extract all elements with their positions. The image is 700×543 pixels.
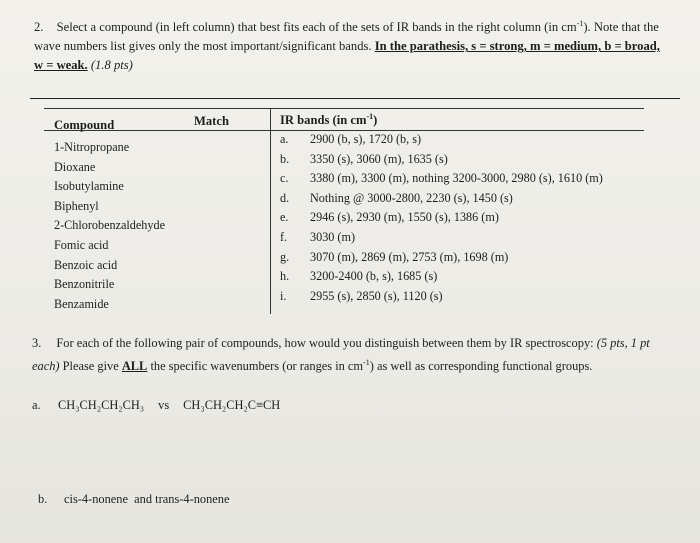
compound-item: Benzonitrile: [54, 277, 115, 292]
ir-band-row: d. Nothing @ 3000-2800, 2230 (s), 1450 (s): [280, 190, 513, 205]
question-3-text-a: For each of the following pair of compounds, how would you distinguish between them by IR spectroscopy:: [56, 336, 594, 350]
ir-band-row: h. 3200-2400 (b, s), 1685 (s): [280, 269, 438, 284]
table-top-border: [44, 108, 644, 109]
compound-item: 2-Chlorobenzaldehyde: [54, 218, 166, 233]
question-3b-text: cis-4-nonene and trans-4-nonene: [64, 492, 230, 506]
table-column-divider: [270, 108, 271, 314]
ir-band-row: i. 2955 (s), 2850 (s), 1120 (s): [280, 288, 443, 303]
question-3a-vs: vs: [158, 398, 170, 412]
ir-band-row: c. 3380 (m), 3300 (m), nothing 3200-3000, 2980 (s), 1610 (m): [280, 171, 603, 186]
question-3: [32, 334, 672, 376]
ir-band-row: b. 3350 (s), 3060 (m), 1635 (s): [280, 151, 448, 166]
question-2-points: (1.8 pts): [90, 58, 133, 73]
question-3-superscript: -1: [363, 358, 370, 367]
header-match: Match: [194, 114, 229, 128]
ir-band-row: e. 2946 (s), 2930 (m), 1550 (s), 1386 (m): [280, 210, 499, 225]
header-ir-bands: IR bands (in $cm^{-1}$): [280, 112, 378, 128]
header-compound: Compound: [54, 118, 115, 132]
compound-item: Benzamide: [54, 296, 109, 311]
compound-item: Fomic acid: [54, 237, 109, 252]
question-3-number: 3.: [32, 336, 42, 350]
ir-band-row: f. 3030 (m): [280, 229, 356, 244]
compound-item: Dioxane: [54, 159, 96, 174]
ir-band-row: g. 3070 (m), 2869 (m), 2753 (m), 1698 (m): [280, 249, 509, 264]
question-3a-compound-2: CH₃CH₂CH₂C≡CH: [183, 398, 281, 412]
question-3a-compound-1: CH₃CH₂CH₂CH₃: [58, 398, 145, 412]
question-3b: [38, 492, 230, 507]
question-2-superscript: -1: [576, 19, 584, 28]
question-3-text-c: the specific wavenumbers (or ranges in cm: [150, 359, 364, 374]
question-2-legend: In the parathesis, s = strong, m = medium, b = broad, w = weak.: [34, 39, 660, 73]
compound-item: Biphenyl: [54, 198, 99, 213]
compound-item: Isobutylamine: [54, 179, 124, 194]
compound-item: 1-Nitropropane: [54, 140, 130, 154]
question-3-text-d: ) as well as corresponding functional groups.: [369, 359, 593, 374]
question-2: [34, 14, 670, 75]
question-3-points: (5 pts, 1 pt each): [32, 336, 650, 374]
question-3b-label: b.: [38, 492, 48, 506]
compound-list: [54, 138, 165, 314]
question-3a: [32, 398, 280, 413]
ir-match-table: [44, 108, 644, 314]
question-2-text-a: Select a compound (in left column) that best fits each of the sets of IR bands in the right column (in cm: [56, 20, 577, 35]
question-3-text-b: Please give: [62, 359, 119, 374]
question-3-all: ALL: [121, 359, 148, 374]
question-3a-label: a.: [32, 398, 41, 412]
question-2-number: 2.: [34, 20, 44, 35]
ir-band-list: [280, 130, 603, 306]
top-divider: [30, 98, 680, 99]
question-2-text-b: ). Note that the wave numbers list gives only the most important/significant bands.: [34, 20, 659, 54]
compound-item: Benzoic acid: [54, 257, 118, 272]
ir-band-row: a. 2900 (b, s), 1720 (b, s): [280, 132, 422, 146]
